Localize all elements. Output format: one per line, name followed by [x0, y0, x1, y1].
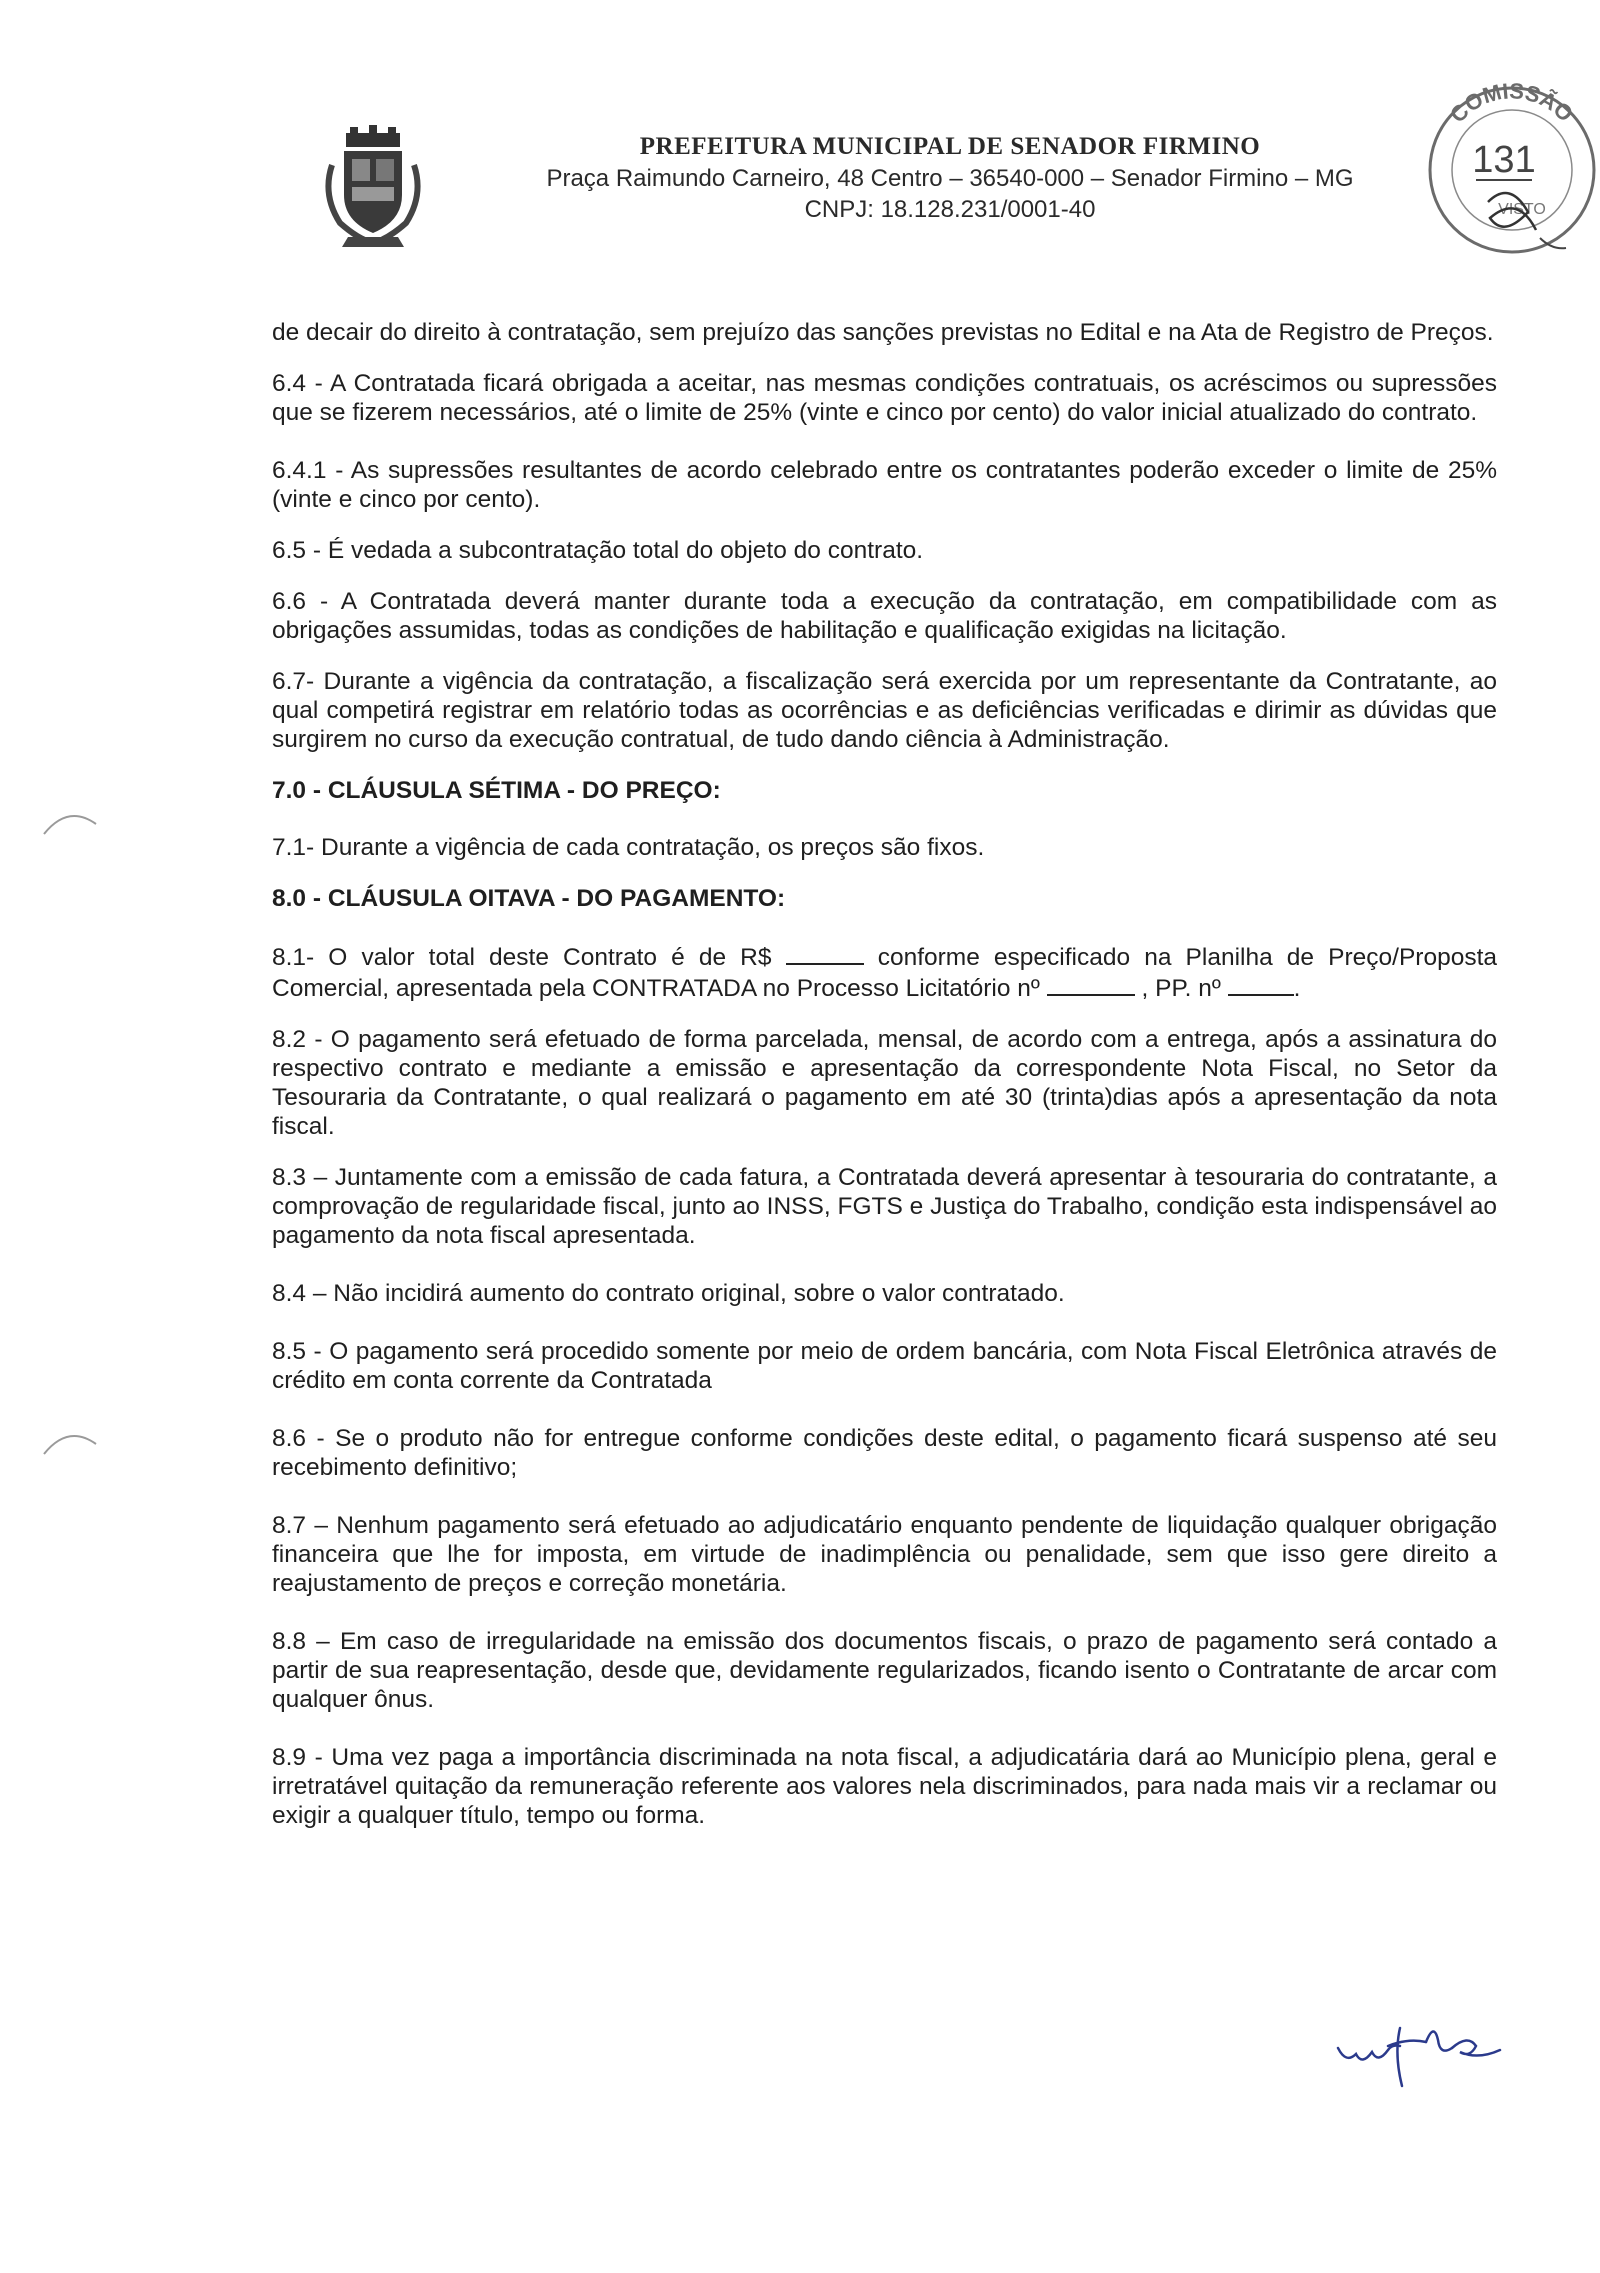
paragraph-8-1-end: .	[1293, 975, 1301, 1002]
contract-body	[272, 318, 1497, 1859]
municipality-cnpj: CNPJ: 18.128.231/0001-40	[804, 196, 1096, 223]
paragraph-8-1-middle: conforme especificado na Planilha de Preço/Proposta Comercial, apresentada pela CONTRATADA no Processo Licitatório nº	[272, 944, 1497, 1002]
municipality-address: Praça Raimundo Carneiro, 48 Centro – 36540-000 – Senador Firmino – MG	[546, 165, 1354, 192]
municipal-crest-icon	[318, 125, 428, 250]
paragraph-8-5: 8.5 - O pagamento será procedido somente por meio de ordem bancária, com Nota Fiscal Eletrônica através de crédito em conta corrente da Contratada	[272, 1338, 1497, 1394]
paragraph-6-6: 6.6 - A Contratada deverá manter durante toda a execução da contratação, em compatibilidade com as obrigações assumidas, todas as condições de habilitação e qualificação exigidas na licitação.	[272, 588, 1497, 644]
paragraph-8-1	[272, 941, 1497, 1003]
paragraph-8-7: 8.7 – Nenhum pagamento será efetuado ao adjudicatário enquanto pendente de liquidação qualquer obrigação financeira que lhe for imposta, em virtude de inadimplência ou penalidade, sem que isso gere direito a reajustamento de preços e correção monetária.	[272, 1512, 1497, 1597]
paragraph-continuation: de decair do direito à contratação, sem prejuízo das sanções previstas no Edital e na Ata de Registro de Preços.	[272, 319, 1494, 346]
paragraph-8-1-pp: , PP. nº	[1141, 975, 1221, 1002]
handwritten-initials	[1330, 2018, 1510, 2090]
blank-process-number	[1047, 972, 1135, 996]
clause-8-heading: 8.0 - CLÁUSULA OITAVA - DO PAGAMENTO:	[272, 885, 786, 912]
letterhead	[470, 133, 1430, 224]
paragraph-6-4: 6.4 - A Contratada ficará obrigada a aceitar, nas mesmas condições contratuais, os acréscimos ou supressões que se fizerem necessários, até o limite de 25% (vinte e cinco por cento) do valor inicial atualizado do contrato.	[272, 370, 1497, 426]
blank-value-field	[786, 941, 864, 965]
stamp-text: COMISSÃO	[1444, 78, 1579, 128]
paragraph-6-7: 6.7- Durante a vigência da contratação, a fiscalização será exercida por um representante da Contratante, ao qual competirá registrar em relatório todas as ocorrências e as deficiências verificadas e dirimir as dúvidas que surgirem no curso da execução contratual, de tudo dando ciência à Administração.	[272, 668, 1497, 753]
commission-stamp	[1418, 62, 1600, 272]
municipality-title: PREFEITURA MUNICIPAL DE SENADOR FIRMINO	[639, 133, 1261, 160]
paragraph-8-9: 8.9 - Uma vez paga a importância discriminada na nota fiscal, a adjudicatária dará ao Município plena, geral e irretratável quitação da remuneração referente aos valores nela discriminados, para nada mais vir a reclamar ou exigir a qualquer título, tempo ou forma.	[272, 1744, 1497, 1829]
punch-hole-mark	[40, 800, 100, 840]
paragraph-7-1: 7.1- Durante a vigência de cada contratação, os preços são fixos.	[272, 834, 985, 861]
paragraph-8-4: 8.4 – Não incidirá aumento do contrato original, sobre o valor contratado.	[272, 1280, 1065, 1307]
stamp-visto: VISTO	[1498, 201, 1546, 218]
paragraph-8-2: 8.2 - O pagamento será efetuado de forma parcelada, mensal, de acordo com a entrega, após a assinatura do respectivo contrato e mediante a emissão e apresentação da correspondente Nota Fiscal, no Setor da Tesouraria da Contratante, o qual realizará o pagamento em até 30 (trinta)dias após a apresentação da nota fiscal.	[272, 1026, 1497, 1140]
paragraph-6-4-1: 6.4.1 - As supressões resultantes de acordo celebrado entre os contratantes poderão exceder o limite de 25% (vinte e cinco por cento).	[272, 457, 1497, 513]
paragraph-8-6: 8.6 - Se o produto não for entregue conforme condições deste edital, o pagamento ficará suspenso até seu recebimento definitivo;	[272, 1425, 1497, 1481]
stamp-page-number: 131	[1472, 139, 1536, 181]
paragraph-6-5: 6.5 - É vedada a subcontratação total do objeto do contrato.	[272, 537, 924, 564]
blank-pp-number	[1228, 972, 1294, 996]
clause-7-heading: 7.0 - CLÁUSULA SÉTIMA - DO PREÇO:	[272, 777, 721, 804]
paragraph-8-3: 8.3 – Juntamente com a emissão de cada fatura, a Contratada deverá apresentar à tesouraria do contratante, a comprovação de regularidade fiscal, junto ao INSS, FGTS e Justiça do Trabalho, condição esta indispensável ao pagamento da nota fiscal apresentada.	[272, 1164, 1497, 1249]
paragraph-8-8: 8.8 – Em caso de irregularidade na emissão dos documentos fiscais, o prazo de pagamento será contado a partir de sua reapresentação, desde que, devidamente regularizados, ficando isento o Contratante de arcar com qualquer ônus.	[272, 1628, 1497, 1713]
paragraph-8-1-start: 8.1- O valor total deste Contrato é de R$	[272, 944, 772, 971]
punch-hole-mark	[40, 1420, 100, 1460]
